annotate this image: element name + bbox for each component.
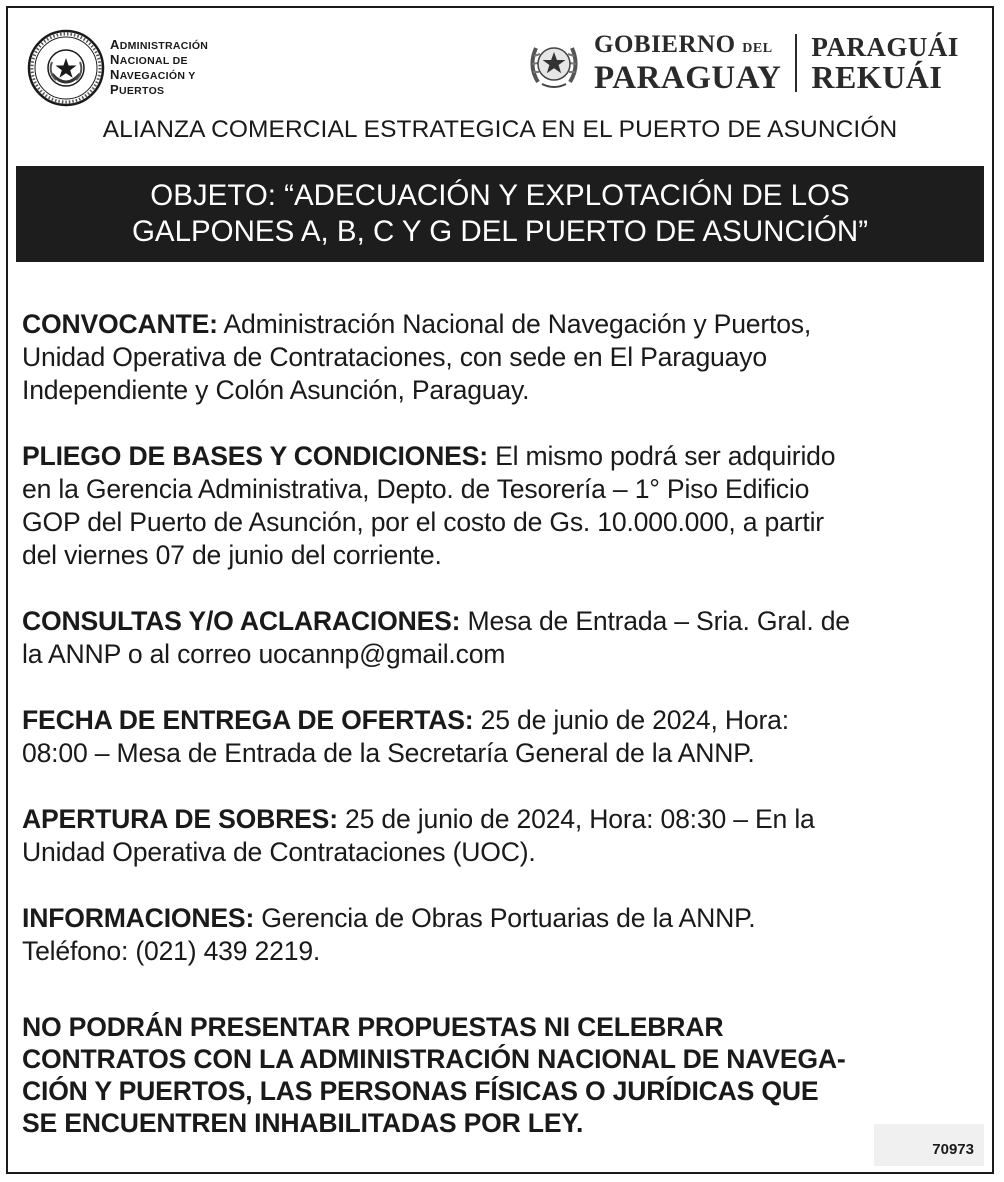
ad-code-box xyxy=(874,1124,984,1166)
closing-line: SE ENCUENTREN INHABILITADAS POR LEY. xyxy=(22,1108,584,1138)
section-line: 25 de junio de 2024, Hora: xyxy=(473,705,789,735)
object-line: OBJETO: “ADECUACIÓN Y EXPLOTACIÓN DE LOS xyxy=(150,179,850,212)
annp-name xyxy=(110,38,208,98)
section-fecha-entrega xyxy=(22,704,984,770)
section-line: Administración Nacional de Navegación y Puertos, xyxy=(217,309,812,339)
annp-name-initial: N xyxy=(110,52,120,67)
annp-name-rest: AVEGACIÓN Y xyxy=(119,70,196,82)
gov-line1: GOBIERNO xyxy=(594,31,736,58)
section-label: FECHA DE ENTREGA DE OFERTAS: xyxy=(22,705,474,735)
paraguai-rekuai-wordmark xyxy=(811,33,959,93)
section-label: APERTURA DE SOBRES: xyxy=(22,804,338,834)
republic-seal-icon xyxy=(26,28,106,108)
section-line: en la Gerencia Administrativa, Depto. de Tesorería – 1° Piso Edificio xyxy=(22,474,810,504)
national-seal-icon xyxy=(526,32,582,94)
section-apertura xyxy=(22,803,984,869)
ad-code: 70973 xyxy=(932,1141,974,1158)
gov-line1-small: DEL xyxy=(742,41,773,56)
section-pliego xyxy=(22,440,984,572)
annp-name-line xyxy=(110,38,208,53)
closing-line: CIÓN Y PUERTOS, LAS PERSONAS FÍSICAS O JURÍDICAS QUE xyxy=(22,1076,819,1106)
annp-name-line xyxy=(110,83,208,98)
alliance-title: ALIANZA COMERCIAL ESTRATEGICA EN EL PUERTO DE ASUNCIÓN xyxy=(102,116,898,143)
annp-name-line xyxy=(110,68,208,83)
annp-name-initial: N xyxy=(110,67,120,82)
section-line: la ANNP o al correo uocannp@gmail.com xyxy=(22,639,506,669)
gov-line2: PARAGUAY xyxy=(594,60,782,96)
object-banner xyxy=(16,166,984,262)
closing-line: CONTRATOS CON LA ADMINISTRACIÓN NACIONAL DE NAVEGA- xyxy=(22,1044,846,1074)
section-line: Mesa de Entrada – Sria. Gral. de xyxy=(460,606,850,636)
section-line: Teléfono: (021) 439 2219. xyxy=(22,936,321,966)
gobierno-del-paraguay-wordmark xyxy=(594,32,781,94)
section-informaciones xyxy=(22,902,984,968)
section-line: Unidad Operativa de Contrataciones (UOC). xyxy=(22,837,536,867)
section-line: Gerencia de Obras Portuarias de la ANNP. xyxy=(254,903,756,933)
object-line: GALPONES A, B, C Y G DEL PUERTO DE ASUNCIÓN” xyxy=(131,215,869,248)
section-consultas xyxy=(22,605,984,671)
government-logo xyxy=(486,20,988,106)
annp-name-rest: DMINISTRACIÓN xyxy=(119,40,209,52)
annp-name-initial: A xyxy=(110,37,120,52)
annp-name-rest: UERTOS xyxy=(118,85,165,97)
annp-name-line xyxy=(110,53,208,68)
section-convocante xyxy=(22,308,984,407)
section-line: 08:00 – Mesa de Entrada de la Secretaría General de la ANNP. xyxy=(22,738,755,768)
section-line: del viernes 07 de junio del corriente. xyxy=(22,540,442,570)
section-label: INFORMACIONES: xyxy=(22,903,255,933)
section-line: Unidad Operativa de Contrataciones, con sede en El Paraguayo xyxy=(22,342,767,372)
rekuai-line1: PARAGUÁI xyxy=(811,32,959,62)
section-label: CONVOCANTE: xyxy=(22,309,218,339)
notice-page xyxy=(6,6,994,1174)
annp-logo xyxy=(26,24,250,112)
closing-warning xyxy=(22,1011,984,1139)
annp-name-initial: P xyxy=(110,82,119,97)
section-line: El mismo podrá ser adquirido xyxy=(487,441,836,471)
section-label: PLIEGO DE BASES Y CONDICIONES: xyxy=(22,441,488,471)
annp-name-rest: ACIONAL DE xyxy=(119,55,188,67)
section-line: 25 de junio de 2024, Hora: 08:30 – En la xyxy=(337,804,815,834)
notice-body xyxy=(22,308,984,1001)
closing-line: NO PODRÁN PRESENTAR PROPUESTAS NI CELEBRAR xyxy=(22,1012,724,1042)
rekuai-line2: REKUÁI xyxy=(811,59,943,95)
section-line: GOP del Puerto de Asunción, por el costo de Gs. 10.000.000, a partir xyxy=(22,507,824,537)
section-line: Independiente y Colón Asunción, Paraguay. xyxy=(22,375,530,405)
section-label: CONSULTAS Y/O ACLARACIONES: xyxy=(22,606,461,636)
logo-divider xyxy=(795,34,797,92)
